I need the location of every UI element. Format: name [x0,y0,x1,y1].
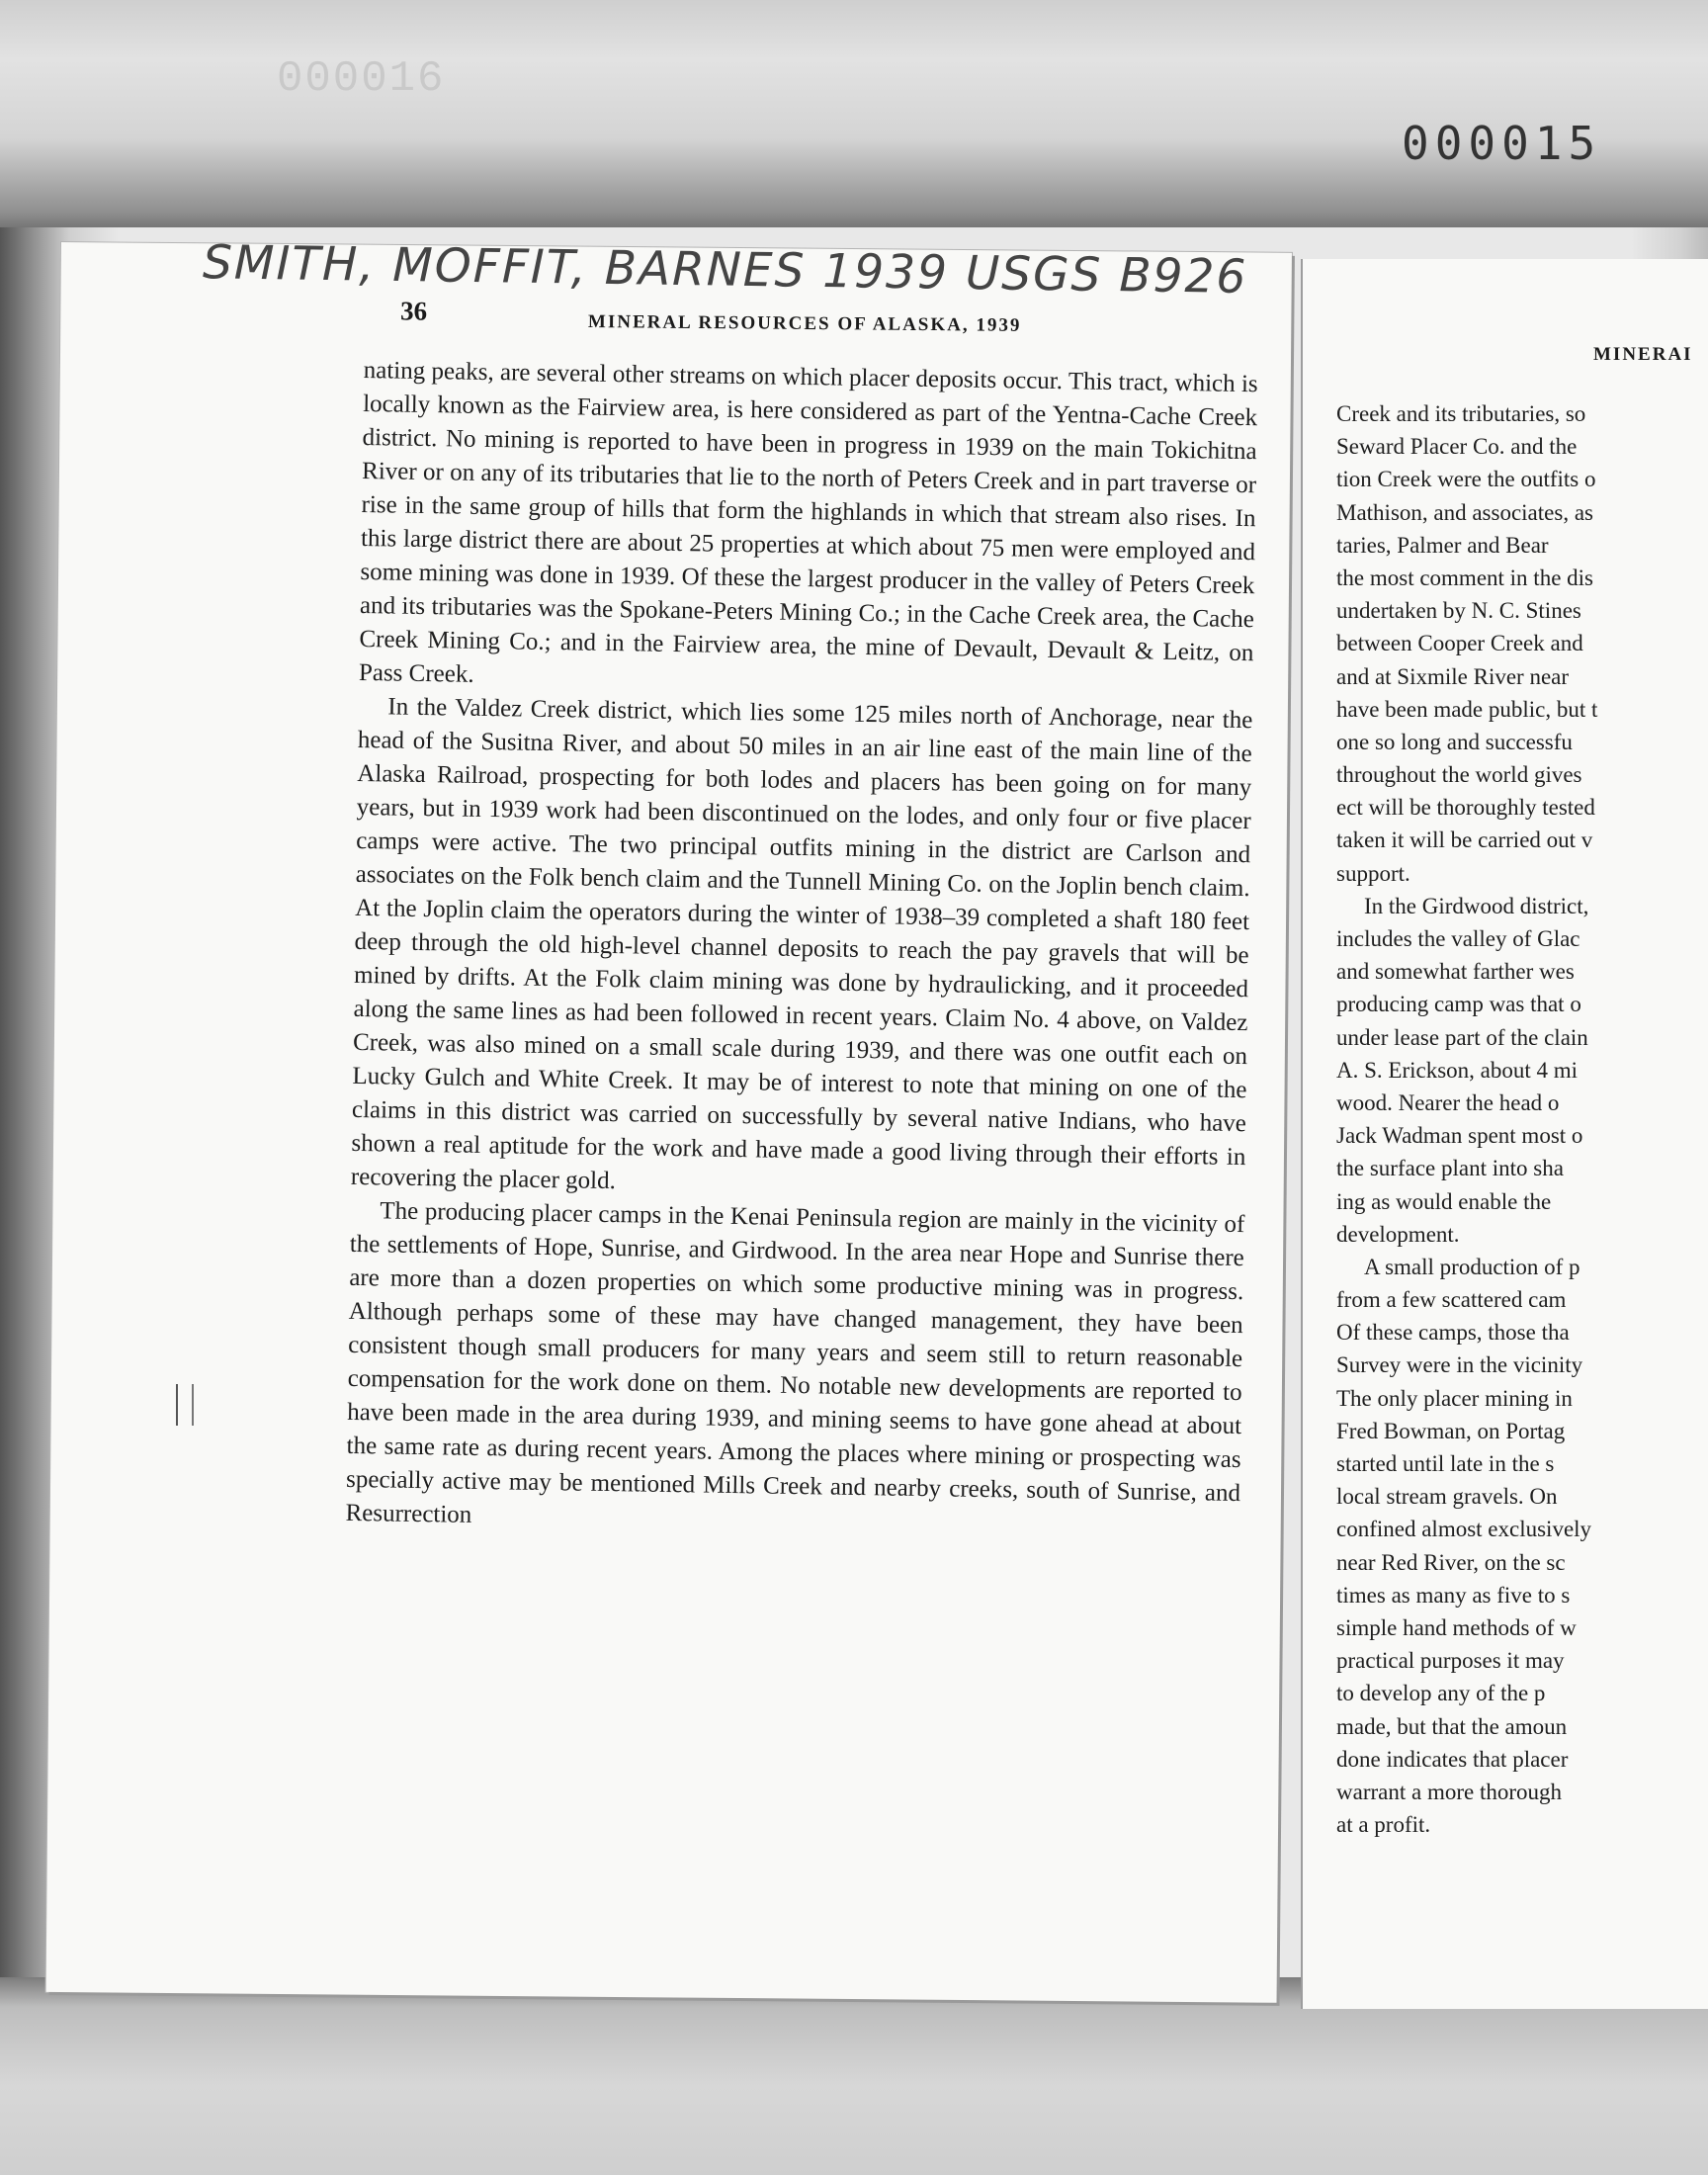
faded-bates-stamp: 000016 [277,54,446,104]
right-page-header: MINERAI [1593,344,1693,365]
text-line: undertaken by N. C. Stines [1336,598,1581,624]
text-line: made, but that the amoun [1336,1713,1568,1739]
left-page-body [345,354,1258,1544]
text-line: includes the valley of Glac [1336,926,1580,951]
text-line: Creek and its tributaries, so [1336,401,1586,426]
text-line: done indicates that placer [1336,1746,1569,1772]
text-line: development. [1336,1221,1460,1247]
text-line: The only placer mining in [1336,1385,1573,1411]
text-line: tion Creek were the outfits o [1336,467,1596,492]
handwritten-citation: SMITH, MOFFIT, BARNES 1939 USGS B926 [202,235,1248,304]
text-line: throughout the world gives [1336,762,1582,788]
text-line: Seward Placer Co. and the [1336,434,1578,460]
page-number: 36 [399,296,428,326]
text-line: support. [1336,860,1410,886]
text-line: between Cooper Creek and [1336,631,1583,656]
text-line: ing as would enable the [1336,1188,1552,1214]
text-line: at a profit. [1336,1812,1431,1838]
text-line: and at Sixmile River near [1336,663,1570,689]
text-line: taries, Palmer and Bear [1336,532,1549,558]
text-line: A. S. Erickson, about 4 mi [1336,1057,1579,1083]
text-line: ect will be thoroughly tested [1336,795,1595,821]
text-line: wood. Nearer the head o [1336,1089,1560,1115]
text-line: Jack Wadman spent most o [1336,1123,1583,1149]
text-line: the surface plant into sha [1336,1156,1564,1181]
left-page-header [336,288,1285,345]
text-line: simple hand methods of w [1336,1614,1577,1640]
text-line: one so long and successfu [1336,729,1573,754]
paragraph: The producing placer camps in the Kenai Peninsula region are mainly in the vicinity of the settlements of Hope, Sunrise, and Girdwood. In the area near Hope and Sunrise there are more than a dozen properties on which some productive mining was in progress. Although perhaps some of these may have changed management, they have been consistent though small producers for many years and seem still to return reasonable compensation for the work done on them. No notable new developments are reported to have been made in the area during 1939, and mining seems to have gone ahead at about the same rate as during recent years. Among the places where mining or prospecting was specially active may be mentioned Mills Creek and nearby creeks, south of Sunrise, and Resurrection [345,1197,1245,1528]
text-line: from a few scattered cam [1336,1287,1567,1313]
bates-page-number: 000015 [1402,117,1602,170]
text-line: In the Girdwood district, [1364,893,1589,918]
text-line: Of these camps, those tha [1336,1320,1570,1346]
text-line: Fred Bowman, on Portag [1336,1418,1566,1443]
text-line: confined almost exclusively [1336,1517,1592,1542]
text-line: near Red River, on the sc [1336,1549,1566,1575]
text-line: local stream gravels. On [1336,1484,1558,1510]
running-head: MINERAL RESOURCES OF ALASKA, 1939 [587,311,1022,336]
text-line: Mathison, and associates, as [1336,499,1593,525]
text-line: warrant a more thorough [1336,1779,1563,1804]
text-line: practical purposes it may [1336,1648,1565,1674]
text-line: the most comment in the dis [1336,565,1593,590]
paragraph: nating peaks, are several other streams on which placer deposits occur. This tract, which is locally known as the Fairview area, is here considered as part of the Yentna-Cache Creek district. No mining is reported to have been in progress in 1939 on the main Tokichitna River or on any of its tributaries that lie to the north of Peters Creek and in part traverse or rise in the same group of hills that form the highlands in which that stream also rises. In this large district there are about 25 properties at which about 75 men were employed and some mining was done in 1939. Of these the largest producer in the valley of Peters Creek and its tributaries was the Spokane-Peters Mining Co.; in the Cache Creek area, the Cache Creek Mining Co.; and in the Fairview area, the mine of Devault, Devault & Leitz, on Pass Creek. [358,356,1258,688]
text-line: and somewhat farther wes [1336,959,1575,985]
right-page-body [1336,397,1692,1841]
text-line: taken it will be carried out v [1336,827,1593,853]
scan-top-shadow [0,0,1708,227]
text-line: producing camp was that o [1336,992,1581,1017]
paragraph: In the Valdez Creek district, which lies some 125 miles north of Anchorage, near the head of the Susitna River, and about 50 miles in an air line east of the main line of the Alaska Railroad, prospecting for both lodes and placers has been going on for many years, but in 1939 work had been discontinued on the lodes, and only four or five placer camps were active. The two principal outfits mining in the district are Carlson and associates on the Folk bench claim and the Tunnell Mining Co. on the Joplin bench claim. At the Joplin claim the operators during the winter of 1938–39 completed a shaft 180 feet deep through the old high-level channel deposits to reach the pay gravels that will be mined by drifts. At the Folk claim mining was done by hydraulicking, and it proceeded along the same lines as had been followed in recent years. Claim No. 4 above, on Valdez Creek, was also mined on a small scale during 1939, and there was one outfit each on Lucky Gulch and White Creek. It may be of interest to note that mining on one of the claims in this district was carried on successfully by several native Indians, who have shown a real aptitude for the work and have made a good living through their efforts in recovering the placer gold. [350,693,1253,1195]
text-line: started until late in the s [1336,1451,1555,1476]
text-line: times as many as five to s [1336,1582,1571,1608]
margin-mark [176,1384,194,1426]
text-line: Survey were in the vicinity [1336,1352,1583,1378]
text-line: under lease part of the clain [1336,1024,1588,1050]
text-line: A small production of p [1364,1254,1580,1279]
text-line: to develop any of the p [1336,1681,1546,1706]
text-line: have been made public, but t [1336,696,1598,722]
